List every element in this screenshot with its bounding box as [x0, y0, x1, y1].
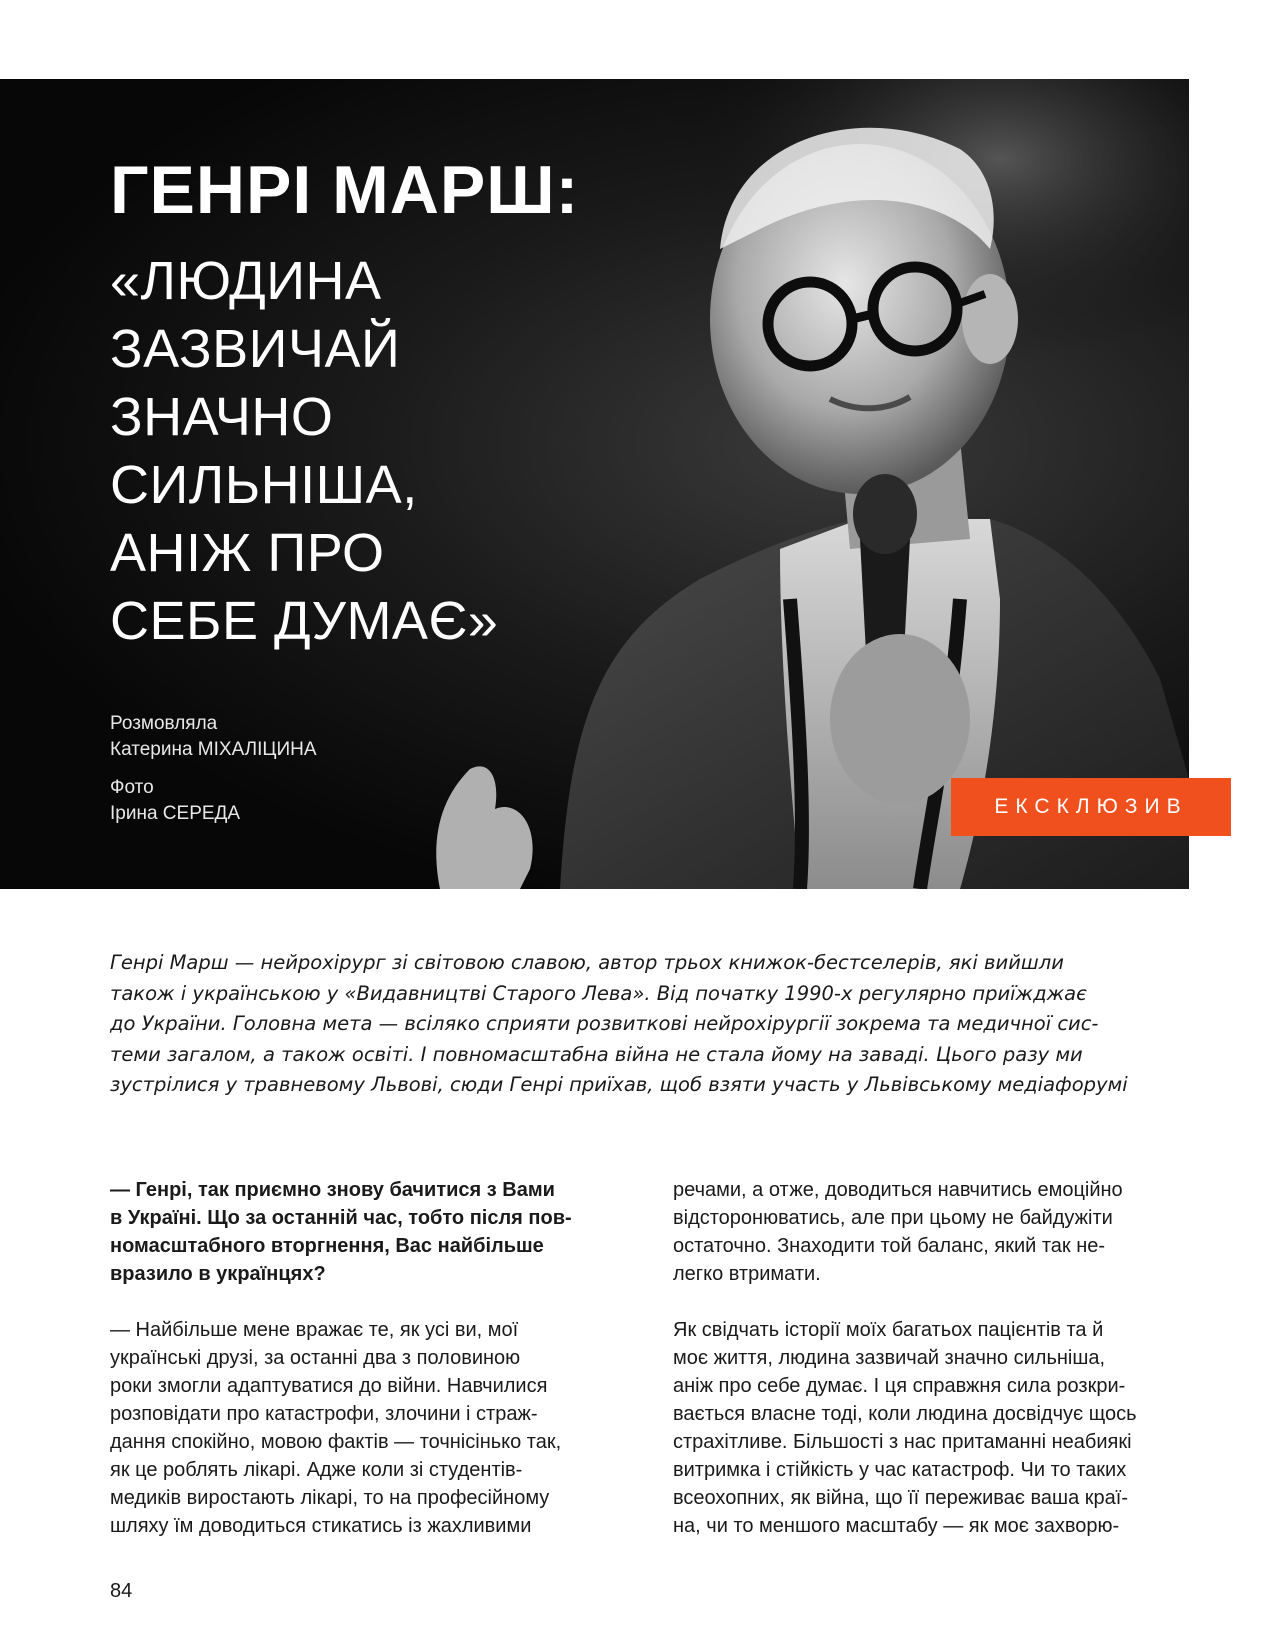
interview-credit: [110, 711, 317, 763]
title-quote-line: СИЛЬНІША,: [110, 455, 418, 515]
article-title-quote: [110, 247, 498, 655]
title-quote-line: АНІЖ ПРО: [110, 523, 385, 583]
photo-credit-label: Фото: [110, 777, 154, 798]
answer-line: шляху їм доводиться стикатись із жахливими: [110, 1515, 532, 1537]
answer-line: роки змогли адаптуватися до війни. Навчилися: [110, 1375, 548, 1397]
left-column: [110, 1176, 640, 1540]
answer-continuation: [673, 1176, 1203, 1288]
question-line: номасштабного вторгнення, Вас найбільше: [110, 1235, 544, 1257]
answer-line: Як свідчать історії моїх багатьох пацієнтів та й: [673, 1319, 1104, 1341]
photo-credit-name: Ірина СЕРЕДА: [110, 803, 241, 824]
answer-line: остаточно. Знаходити той баланс, який так не-: [673, 1235, 1106, 1257]
lead-line: зустрілися у травневому Львові, сюди Генрі приїхав, щоб взяти участь у Львівському медіафорумі: [110, 1073, 1128, 1096]
answer-paragraph: [673, 1316, 1203, 1540]
answer-line: відсторонюватись, але при цьому не байдужіти: [673, 1207, 1113, 1229]
lead-line: теми загалом, а також освіті. І повномасштабна війна не стала йому на заваді. Цього разу ми: [110, 1042, 1083, 1066]
answer-line: всеохопних, як війна, що її переживає ваша краї-: [673, 1487, 1128, 1509]
exclusive-badge: ЕКСКЛЮЗИВ: [951, 778, 1231, 836]
interview-credit-name: Катерина МІХАЛІЦИНА: [110, 739, 317, 760]
title-quote-line: СЕБЕ ДУМАЄ»: [110, 591, 499, 651]
photo-credit: [110, 775, 317, 827]
credits: [110, 711, 317, 839]
interview-credit-label: Розмовляла: [110, 713, 218, 734]
lead-paragraph: [110, 948, 1190, 1101]
title-quote-line: ЗАЗВИЧАЙ: [110, 319, 401, 379]
interview-answer: [110, 1316, 640, 1540]
answer-line: легко втримати.: [673, 1263, 821, 1285]
answer-line: як це роблять лікарі. Адже коли зі студентів-: [110, 1459, 523, 1481]
answer-line: речами, а отже, доводиться навчитись емоційно: [673, 1179, 1123, 1201]
answer-line: вається власне тоді, коли людина досвідчує щось: [673, 1403, 1137, 1425]
page-number: 84: [110, 1580, 133, 1602]
answer-line: аніж про себе думає. І ця справжня сила розкри-: [673, 1375, 1126, 1397]
hero-photo-banner: [0, 79, 1189, 889]
question-line: — Генрі, так приємно знову бачитися з Вами: [110, 1179, 555, 1201]
lead-line: Генрі Марш — нейрохірург зі світовою славою, автор трьох книжок-бестселерів, які вийшли: [110, 951, 1064, 974]
lead-line: до України. Головна мета — всіляко сприяти розвиткові нейрохірургії зокрема та медичної сис-: [110, 1012, 1099, 1035]
question-line: в Україні. Що за останній час, тобто після пов-: [110, 1207, 572, 1229]
answer-line: моє життя, людина зазвичай значно сильніша,: [673, 1347, 1106, 1369]
lead-line: також і українською у «Видавництві Старого Лева». Від початку 1990-х регулярно приїжджає: [110, 981, 1087, 1005]
answer-line: розповідати про катастрофи, злочини і страж-: [110, 1403, 538, 1425]
right-column: [673, 1176, 1203, 1540]
answer-line: дання спокійно, мовою фактів — точнісінько так,: [110, 1431, 562, 1453]
question-line: вразило в українцях?: [110, 1263, 326, 1285]
answer-line: українські друзі, за останні два з половиною: [110, 1347, 521, 1369]
title-quote-line: ЗНАЧНО: [110, 387, 334, 447]
answer-line: страхітливе. Більшості з нас притаманні неабиякі: [673, 1431, 1132, 1453]
title-quote-line: «ЛЮДИНА: [110, 251, 382, 311]
answer-line: на, чи то меншого масштабу — як моє захворю-: [673, 1515, 1120, 1537]
answer-line: медиків виростають лікарі, то на професійному: [110, 1487, 550, 1509]
interview-question: [110, 1176, 640, 1288]
article-title: ГЕНРІ МАРШ:: [110, 152, 580, 228]
answer-line: — Найбільше мене вражає те, як усі ви, мої: [110, 1319, 519, 1341]
answer-line: витримка і стійкість у час катастроф. Чи то таких: [673, 1459, 1127, 1481]
